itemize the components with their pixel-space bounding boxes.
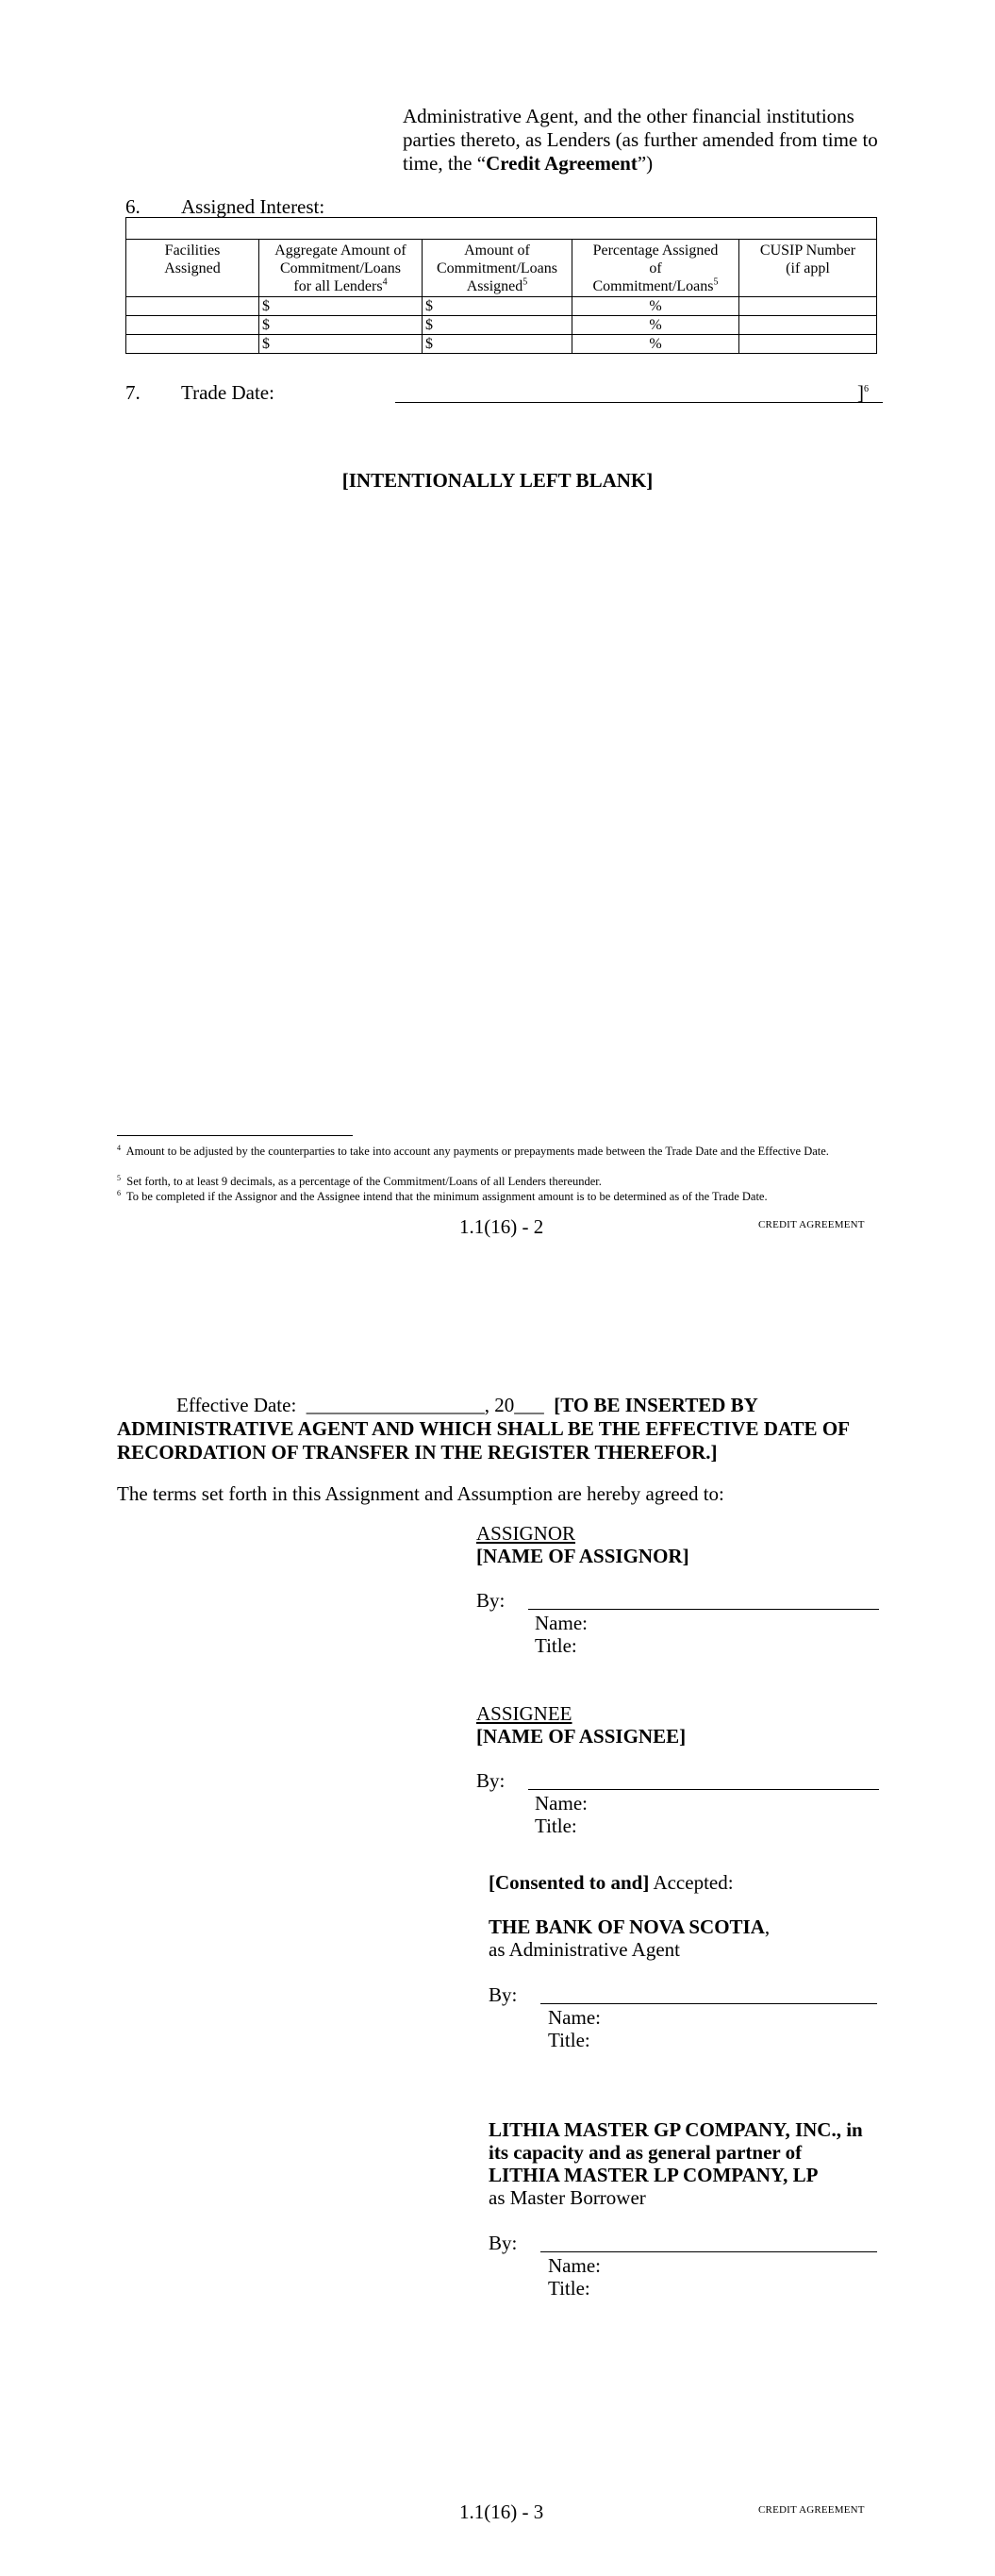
assignee-heading: ASSIGNEE: [476, 1702, 572, 1725]
assignee-signature-line[interactable]: [528, 1789, 879, 1790]
footnote-ref-5b: 5: [713, 276, 719, 288]
agreement-header-line-2: parties thereto, as Lenders (as further amended from time to: [403, 128, 878, 151]
table-cell-facility: [126, 297, 259, 316]
effective-date-line-1: [176, 1393, 758, 1417]
bank-name-label: Name:: [548, 2006, 601, 2029]
agreement-header-line-3: [403, 151, 653, 176]
intentionally-left-blank: [INTENTIONALLY LEFT BLANK]: [341, 469, 654, 492]
assignee-title-label: Title:: [535, 1815, 577, 1837]
credit-agreement-term: Credit Agreement: [486, 152, 638, 175]
table-cell-aggregate: $: [259, 297, 423, 316]
agreed-statement: The terms set forth in this Assignment and Assumption are hereby agreed to:: [117, 1482, 724, 1505]
table-row: [126, 335, 877, 354]
consent-rest: Accepted:: [649, 1871, 734, 1894]
effective-date-note-1: [TO BE INSERTED BY: [554, 1394, 758, 1416]
table-cell-cusip: [739, 297, 877, 316]
table-cell-facility: [126, 316, 259, 335]
table-cell-cusip: [739, 316, 877, 335]
trade-date-bracket-text: ]: [857, 381, 864, 404]
table-cell-amount: $: [423, 335, 572, 354]
consent-line: [489, 1870, 734, 1895]
bank-name-comma: ,: [764, 1915, 771, 1938]
page-mark-2: CREDIT AGREEMENT: [758, 2504, 865, 2516]
table-spacer-row: [126, 218, 877, 240]
trade-date-blank-line[interactable]: [395, 402, 883, 403]
section-6-number: 6.: [125, 195, 141, 218]
col-amount-assigned-line-1: Amount of: [464, 243, 530, 259]
table-header-row: [126, 240, 877, 297]
footnote-6-text: To be completed if the Assignor and the Assignee intend that the minimum assignment amount is to be determined as of the Trade Date.: [126, 1190, 768, 1203]
col-amount-assigned-line-3-text: Assigned: [466, 278, 523, 294]
col-cusip-line-1: CUSIP Number: [759, 243, 856, 259]
col-cusip-line-2: (if appl: [786, 260, 830, 276]
footnote-5: [117, 1175, 886, 1188]
bank-name: THE BANK OF NOVA SCOTIA: [489, 1915, 765, 1938]
footnote-ref-5a: 5: [522, 276, 528, 288]
effective-date-note-3: RECORDATION OF TRANSFER IN THE REGISTER THEREFOR.]: [117, 1441, 718, 1464]
col-amount-assigned-line-3: [425, 277, 569, 295]
page-number-2: 1.1(16) - 3: [459, 2501, 544, 2523]
agreement-header-line-1: Administrative Agent, and the other financial institutions: [403, 105, 854, 127]
table-cell-amount: $: [423, 297, 572, 316]
table-row: [126, 297, 877, 316]
footnote-5-number: 5: [117, 1173, 121, 1182]
table-cell-percentage: %: [572, 297, 739, 316]
assignor-by-label: By:: [476, 1589, 506, 1612]
page-mark: CREDIT AGREEMENT: [758, 1219, 865, 1230]
col-amount-assigned: [423, 240, 572, 297]
assignor-name-label: Name:: [535, 1612, 588, 1634]
assignor-signature-line[interactable]: [528, 1609, 879, 1610]
footnote-ref-6: 6: [864, 384, 869, 394]
col-aggregate-amount-line-2: Commitment/Loans: [280, 260, 401, 276]
assignee-name-label: Name:: [535, 1792, 588, 1815]
consent-bold: [Consented to and]: [489, 1871, 650, 1894]
lithia-title-label: Title:: [548, 2277, 590, 2300]
trade-date-bracket: [857, 380, 869, 405]
header-line-3-prefix: time, the “: [403, 152, 487, 175]
table-cell-facility: [126, 335, 259, 354]
col-percentage-assigned-line-3-text: Commitment/Loans: [592, 278, 714, 294]
footnote-ref-4: 4: [382, 276, 388, 288]
col-amount-assigned-line-2: Commitment/Loans: [437, 260, 557, 276]
table-cell-aggregate: $: [259, 335, 423, 354]
lithia-by-label: By:: [489, 2232, 518, 2254]
lithia-role: as Master Borrower: [489, 2186, 646, 2209]
section-7-title: Trade Date:: [181, 381, 274, 404]
col-facilities-assigned-label: Facilities Assigned: [164, 243, 221, 276]
footnote-separator: [117, 1135, 353, 1136]
section-6-title: Assigned Interest:: [181, 195, 325, 218]
assignee-by-label: By:: [476, 1769, 506, 1792]
col-aggregate-amount-line-1: Aggregate Amount of: [274, 243, 406, 259]
effective-date-label: Effective Date:: [176, 1394, 297, 1416]
header-line-3-suffix: ”): [637, 152, 654, 175]
effective-date-note-2: ADMINISTRATIVE AGENT AND WHICH SHALL BE THE EFFECTIVE DATE OF: [117, 1417, 850, 1440]
table-cell-percentage: %: [572, 335, 739, 354]
lithia-line-2: its capacity and as general partner of: [489, 2141, 803, 2164]
bank-title-label: Title:: [548, 2029, 590, 2051]
lithia-signature-line[interactable]: [540, 2251, 877, 2252]
table-cell-percentage: %: [572, 316, 739, 335]
table-row: [126, 316, 877, 335]
bank-signature-line[interactable]: [540, 2003, 877, 2004]
assignor-title-label: Title:: [535, 1634, 577, 1657]
bank-role: as Administrative Agent: [489, 1938, 680, 1961]
assigned-interest-table: [125, 217, 877, 354]
footnote-5-text: Set forth, to at least 9 decimals, as a percentage of the Commitment/Loans of all Lenders thereunder.: [126, 1175, 602, 1188]
col-percentage-assigned-line-3: [575, 277, 736, 295]
page-number: 1.1(16) - 2: [459, 1215, 544, 1238]
footnote-4: [117, 1145, 886, 1158]
col-percentage-assigned-line-2: of: [649, 260, 662, 276]
col-percentage-assigned-line-1: Percentage Assigned: [592, 243, 719, 259]
col-aggregate-amount-line-3-text: for all Lenders: [293, 278, 383, 294]
assignee-name: [NAME OF ASSIGNEE]: [476, 1725, 687, 1748]
table-cell-amount: $: [423, 316, 572, 335]
col-aggregate-amount-line-3: [262, 277, 419, 295]
footnote-6-number: 6: [117, 1188, 121, 1197]
lithia-line-3: LITHIA MASTER LP COMPANY, LP: [489, 2164, 819, 2186]
table-cell-cusip: [739, 335, 877, 354]
footnote-4-text: Amount to be adjusted by the counterparties to take into account any payments or prepayments made between the Trade Date and the Effective Date.: [125, 1145, 829, 1158]
bank-by-label: By:: [489, 1983, 518, 2006]
col-cusip-number: [739, 240, 877, 297]
col-aggregate-amount: [259, 240, 423, 297]
table-cell-aggregate: $: [259, 316, 423, 335]
bank-name-line: [489, 1915, 770, 1939]
lithia-line-1: LITHIA MASTER GP COMPANY, INC., in: [489, 2118, 863, 2141]
footnote-4-number: 4: [117, 1143, 121, 1152]
assignor-name: [NAME OF ASSIGNOR]: [476, 1545, 689, 1567]
section-7-number: 7.: [125, 381, 141, 404]
effective-date-blank[interactable]: __________________, 20___: [306, 1394, 544, 1416]
footnote-6: [117, 1190, 886, 1203]
col-facilities-assigned: [126, 240, 259, 297]
col-percentage-assigned: [572, 240, 739, 297]
assignor-heading: ASSIGNOR: [476, 1522, 576, 1545]
lithia-name-label: Name:: [548, 2254, 601, 2277]
